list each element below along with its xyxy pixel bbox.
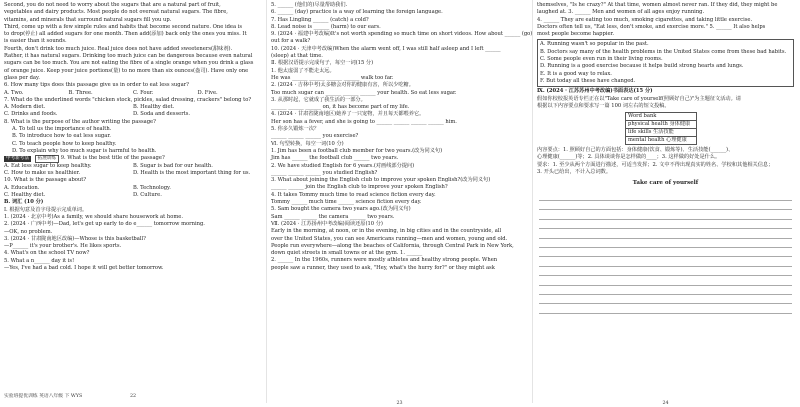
writing-rule-line[interactable] — [539, 210, 792, 219]
writing-rule-line[interactable] — [539, 248, 792, 257]
q7-option-a[interactable]: A. Modern diet. — [4, 104, 46, 111]
exercise-line-5: 9. (2024 · 福建中考改编)It's not worth spending so much time on short videos. How about ______ (go) — [271, 31, 533, 38]
exercise-line-23: 2. We have studied English for 6 years.(对画线部分提问) — [271, 162, 415, 169]
passage-line-8: Rather, it has natural sugars. Drinking too much juice can be dangerous because even natural — [4, 53, 253, 60]
exercise-line-13: Too much sugar can ______ ______ ______ your health. So eat less sugar. — [271, 89, 457, 96]
q9-option-b[interactable]: B. Sugar is bad for our health. — [133, 162, 213, 169]
q8-option-c[interactable]: C. To teach people how to keep healthy. — [12, 140, 117, 147]
passage-line-4: Doctors often tell us, "Eat less, don't smoke, and exercise more." 5. ______ It also helps — [537, 23, 766, 30]
vocab-line-6: 4. What's on the school TV now? — [4, 250, 90, 257]
exercise-line-36: 2. ______ In the 1960s, runners were mostly athletes and healthy strong people. When — [271, 257, 498, 264]
q8-option-d[interactable]: D. To explain why too much sugar is harmful to health. — [12, 147, 157, 154]
choice-line-2: B. Doctors say many of the health problems in the United States come from these bad habits. — [540, 48, 787, 55]
passage-line-4: Third, come up with a few simple rules and habits that become second nature. One idea is — [4, 23, 243, 30]
exercise-line-27: 4. It takes Tommy much time to read science fiction every day. — [271, 191, 436, 198]
q10-option-b[interactable]: B. Technology. — [133, 184, 171, 191]
passage-line-1: themselves, "Is he crazy?" At that time, women almost never ran. If they did, they might be — [537, 2, 778, 8]
q8-option-b[interactable]: B. To introduce how to eat less sugar. — [12, 133, 111, 140]
page-23 — [266, 0, 533, 406]
q10-option-d[interactable]: D. Culture. — [133, 192, 162, 199]
exercise-line-28: Tommy ______ much time ______ science fiction every day. — [271, 199, 422, 206]
passage-line-11: glass per day. — [4, 74, 40, 81]
q6-options — [4, 90, 262, 97]
vocab-line-8: —Yes, I've had a bad cold. I hope it will get better tomorrow. — [4, 264, 164, 271]
writing-section-title: Ⅸ. (2024 · 江苏苏州中考改编)书面表达(15 分) — [537, 88, 653, 95]
writing-rule-line[interactable] — [539, 257, 792, 266]
passage-line-10: of orange juice. Keep your juice portions(量) to no more than six ounces(盎司). Have only one — [4, 67, 249, 74]
writing-rule-line[interactable] — [539, 286, 792, 295]
q7-options-row2 — [4, 111, 262, 118]
exercise-line-15: ______ ______ ______ on, it has become part of my life. — [271, 104, 410, 111]
vocab-line-3: —OK, no problem. — [4, 228, 53, 235]
exercise-line-22: Jim has ______ the football club ______ two years. — [271, 155, 399, 162]
exercise-line-4: 8. Lead noise is ______ (harm) to our ears. — [271, 23, 381, 30]
vocab-questions — [4, 214, 262, 272]
q6-option-d[interactable]: D. Five. — [197, 89, 218, 96]
vocab-line-7: 5. What a n______ day it is! — [4, 257, 75, 264]
requirement-line-4: 3. 开头已给出，不计入总词数。 — [537, 169, 612, 176]
passage-line-3: vitamins, and minerals that surround natural sugars fill you up. — [4, 16, 172, 23]
exercise-line-3: 7. Has Lingling ______ (catch) a cold? — [271, 16, 369, 23]
choice-line-3: C. Some people even run in their living rooms. — [540, 56, 663, 63]
q7-option-c[interactable]: C. Drinks and foods. — [4, 111, 58, 118]
q7-option-d[interactable]: D. Soda and desserts. — [133, 111, 191, 118]
word-bank-entry-2: physical health 身体健康 — [626, 121, 696, 129]
writing-requirements — [537, 147, 794, 176]
q6-option-a[interactable]: A. Two. — [4, 89, 24, 96]
q10-stem: 10. What is the passage about? — [4, 177, 87, 184]
q6-option-c[interactable]: C. Four. — [133, 89, 154, 96]
exercise-line-7: 10. (2024 · 天津中考改编)When the alarm went off, I was still half asleep and I left ______ — [271, 45, 501, 52]
q6-option-b[interactable]: B. Three. — [68, 89, 93, 96]
page-24 — [532, 0, 798, 406]
choice-line-5: E. It is a good way to relax. — [540, 70, 612, 77]
exercise-line-20: Ⅵ. 句型转换，每空一词(10 分) — [271, 140, 344, 147]
writing-rule-line[interactable] — [539, 276, 792, 285]
passage-line-5: most people become happier. — [537, 31, 615, 38]
reading-passage — [4, 2, 262, 90]
word-bank-table — [625, 112, 697, 145]
exercise-line-24: ______ ______ ______ you studied English? — [271, 169, 378, 176]
exercise-line-32: Early in the morning, at noon, or in the evening, in big cities and in the countryside, all — [271, 228, 502, 235]
q9-option-c[interactable]: C. How to make us healthier. — [4, 170, 81, 177]
exercise-line-16: 4. (2024 · 甘肃省陇南地区)她养了一只宠物，并且每天都喂养它。 — [271, 111, 425, 118]
exercise-line-29: 5. Sam bought the camera two years ago.(改为同义句) — [271, 206, 411, 213]
passage-line-2: vegetables and dairy products. Most people do not overeat natural sugars. The fibre, — [4, 9, 228, 16]
q7-stem: 7. What do the underlined words "chicken stock, pickles, salad dressing, crackers" belong to? — [4, 96, 252, 103]
exercise-line-30: Sam ______ ______ the camera ______ two years. — [271, 213, 395, 220]
word-bank-entry-4: mental health 心理健康 — [628, 137, 687, 144]
q9-option-a[interactable]: A. Eat less sugar to keep healthy. — [4, 162, 92, 169]
writing-rule-line[interactable] — [539, 267, 792, 276]
passage-continued — [537, 2, 794, 38]
extension-badge: 拓展训练 — [35, 155, 59, 163]
exercise-line-9: Ⅱ. 根据汉语提示完成句子，每空一词(15 分) — [271, 60, 374, 67]
q9-stem-row — [4, 155, 262, 163]
book-title: 实验班提优训练 英语八年级 下 WYS — [4, 393, 83, 399]
new-exam-badge: 中考新考法 — [6, 156, 29, 162]
exercise-line-18: 5. 你多久锻炼一次？ — [271, 126, 320, 133]
exercise-content — [271, 2, 533, 272]
passage-line-3: 4. ______ They are eating too much, smoking cigarettes, and taking little exercise. — [537, 16, 753, 23]
passage-line-9: sugars can be too much. You are not eating the fibre of a single orange when you drink a glass — [4, 60, 254, 67]
exercise-line-31: Ⅶ. (2024 · 江苏扬州中考改编)阅读还原(10 分) — [271, 220, 383, 227]
choice-line-6: F. But today all these have changed. — [540, 77, 636, 84]
page-number: 24 — [662, 401, 669, 406]
passage-line-1: Second, you do not need to worry about the sugars that are a natural part of fruit, — [4, 2, 221, 8]
exercise-line-19: ______ ______ ______ you exercise? — [271, 133, 359, 140]
word-bank-entry-3: life skills 生活技能 — [626, 129, 696, 137]
passage-line-6: is easier than it sounds. — [4, 38, 67, 45]
requirement-line-3: 要求：1. 至少从两个方面进行描述，可适当发挥；2. 文中不得出现真实的姓名、学校和其他相关信息； — [537, 161, 774, 168]
vocab-line-2: 2. (2024 · 广西中考)—Dad, let's get up early to do e______ tomorrow morning. — [4, 221, 205, 228]
writing-lines[interactable] — [537, 192, 794, 314]
essay-title: Take care of yourself — [632, 180, 699, 187]
q7-option-b[interactable]: B. Healthy diet. — [133, 104, 175, 111]
writing-instruction-line-1: 假如你校校报英语专栏正在以"Take care of yourself(照顾好自己)"为主题征文活动。请 — [537, 95, 741, 102]
exercise-line-26: ______ ______ join the English club to improve your spoken English? — [271, 184, 448, 191]
exercise-line-21: 1. Jim has been a football club member for two years.(改为同义句) — [271, 147, 443, 154]
page-22 — [0, 0, 266, 403]
page-footer-22 — [4, 393, 262, 400]
passage-line-2: laughed at. 3. ______ Men and women of all ages enjoy running. — [537, 9, 705, 16]
writing-rule-line[interactable] — [539, 229, 792, 238]
q10-option-a[interactable]: A. Education. — [4, 184, 40, 191]
exercise-line-6: out for a walk? — [271, 38, 311, 45]
vocab-line-1: 1. (2024 · 北京中考)As a family, we should share housework at home. — [4, 213, 183, 220]
exercise-line-2: 6. ______ (day) practice is a way of learning the foreign language. — [271, 9, 443, 16]
vocab-section-instruction: Ⅰ. 根据句意及首字母提示完成单词。 — [4, 206, 88, 213]
q8-option-a[interactable]: A. To tell us the importance of health. — [12, 126, 112, 133]
page-number: 23 — [396, 401, 403, 406]
requirement-line-1: 内容要点：1. 照顾好自己的方面包括：身体健康(饮食、锻炼等)、生活技能(______)、 — [537, 147, 734, 154]
passage-line-5: to drop(停止) all added sugars for one month. Then add(添加) back only the ones you miss. It — [4, 31, 247, 38]
vocab-line-5: —P______ it's your brother's. He likes sports. — [4, 243, 122, 250]
exercise-line-37: people saw a runner, they used to ask, "Hey, what's the hurry for?" or they might ask — [271, 264, 495, 271]
word-bank-entry-1: Word bank — [626, 113, 696, 121]
exercise-line-11: He was ______ ______ ______ ______ walk too far. — [271, 74, 394, 81]
exercise-line-8: (sleep) at that time. — [271, 53, 323, 60]
q10-option-c[interactable]: C. Healthy diet. — [4, 192, 46, 199]
writing-rule-line[interactable] — [539, 304, 792, 313]
page-number: 22 — [129, 393, 137, 399]
requirement-line-2: 心理健康(______)等；2. 具体谈谈你是怎样做的____；3. 这样做的好处是什么。 — [537, 154, 721, 161]
q7-options-row1 — [4, 104, 262, 111]
writing-rule-line[interactable] — [539, 220, 792, 229]
writing-instruction-line-2: 根据以下内容要点和要求写一篇 100 词左右的短文投稿。 — [537, 102, 670, 109]
exercise-line-33: over the United States, you can see Americans running—men and women, young and old. — [271, 235, 508, 242]
passage-line-12: 6. How many tips does this passage give us in order to eat less sugar? — [4, 82, 189, 89]
sentence-choices-box — [537, 39, 794, 87]
exercise-line-17: Her son has a fever, and she is going to ______ ______ ______ ______ him. — [271, 118, 457, 125]
q9-options-row1 — [4, 163, 262, 170]
writing-rule-line[interactable] — [539, 295, 792, 304]
vocab-line-4: 3. (2024 · 甘肃陇南地区改编)—Whose is this basketball? — [4, 235, 146, 242]
writing-rule-line[interactable] — [539, 201, 792, 210]
writing-rule-line[interactable] — [539, 192, 792, 201]
exercise-line-14: 3. 从那时起，它就成了我生活的一部分。 — [271, 96, 366, 103]
writing-rule-line[interactable] — [539, 239, 792, 248]
writing-instructions — [537, 96, 794, 111]
exercise-line-1: 5. ______ (他们的)尽量帮助我们. — [271, 2, 348, 8]
q9-option-d[interactable]: D. Health is the most important thing for us. — [133, 170, 251, 177]
q9-stem: 9. What is the best title of the passage? — [60, 155, 165, 162]
q9-options-row2 — [4, 170, 262, 177]
exercise-line-35: down quiet streets in small towns or at the gym. 1. ______ — [271, 250, 423, 257]
q8-stem: 8. What is the purpose of the author writing the passage? — [4, 118, 156, 125]
exercise-line-10: 1. 他太虚弱了不能走太远。 — [271, 67, 335, 74]
exercise-line-12: 2. (2024 · 吉林中考)太多糖会对你的健康有害，所以少吃糖。 — [271, 82, 414, 89]
exercise-line-34: People run everywhere—along the beaches of California, through Central Park in New York, — [271, 242, 514, 249]
exercise-line-25: 3. What about joining the English club to improve your spoken English?(改为同义句) — [271, 177, 491, 184]
q10-options-row1 — [4, 185, 262, 192]
choice-line-1: A. Running wasn't so popular in the past. — [540, 41, 649, 48]
choice-line-4: D. Running is a good exercise because it helps build strong hearts and lungs. — [540, 63, 744, 70]
passage-line-7: Fourth, don't drink too much juice. Real juice does not have added sweeteners(甜味剂). — [4, 45, 233, 52]
vocab-section-title: B. 词汇 (10 分) — [4, 199, 44, 206]
